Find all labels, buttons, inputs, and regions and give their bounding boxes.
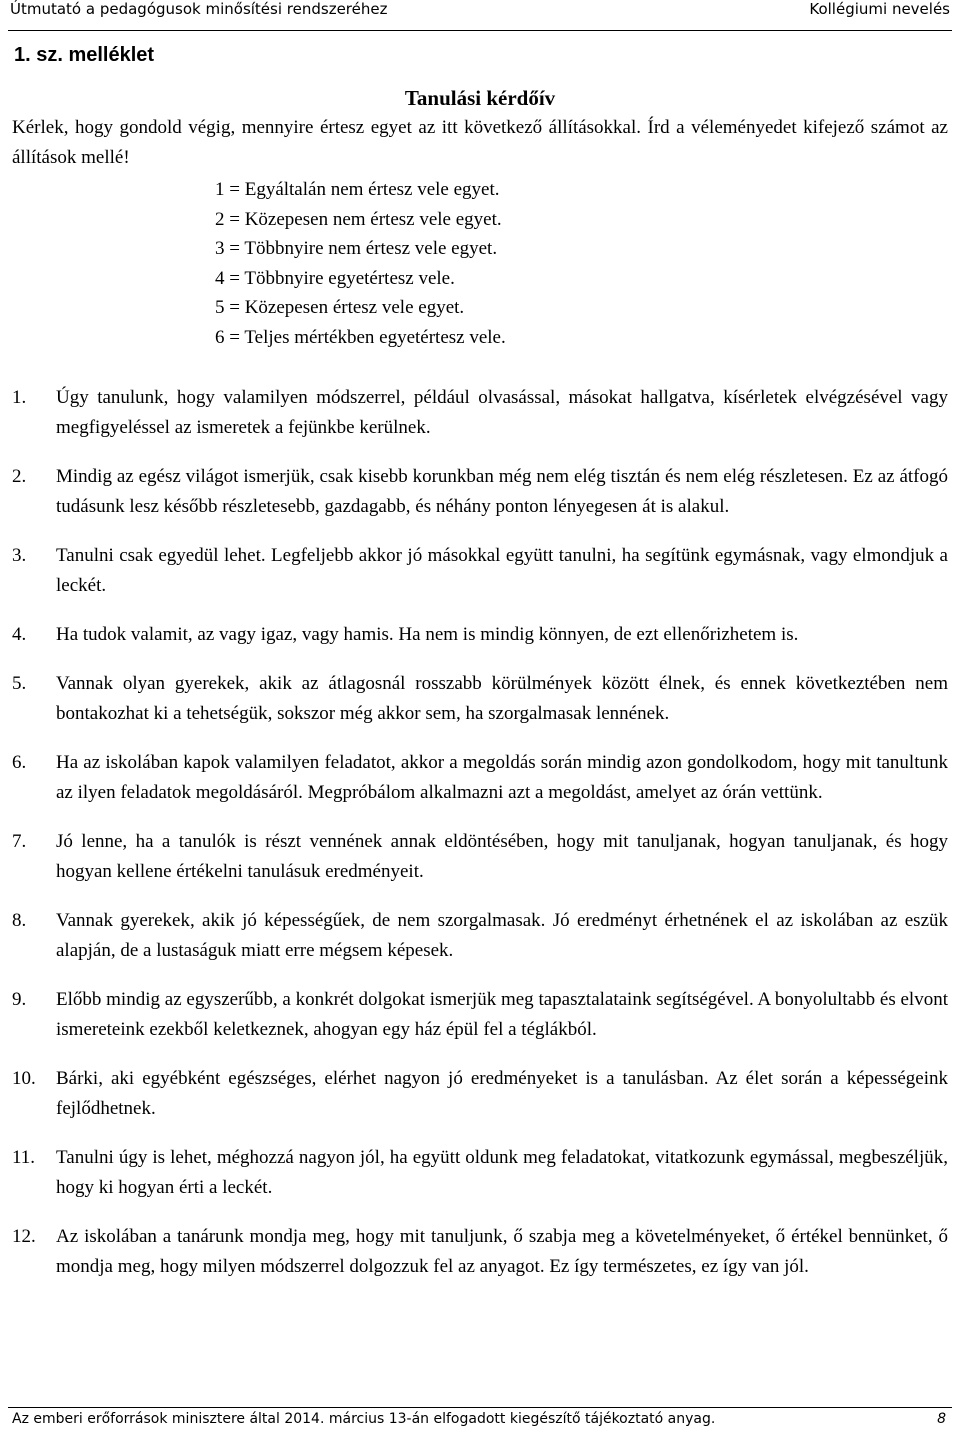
statement-item [12,1064,948,1124]
statement-number: 6. [12,752,27,773]
page-header [8,0,952,31]
statement-item [12,1143,948,1203]
scale-item: 5 = Közepesen értesz vele egyet. [215,297,465,319]
rating-scale [215,175,506,353]
statement-number: 8. [12,910,27,931]
statement-number: 4. [12,624,27,645]
scale-item: 1 = Egyáltalán nem értesz vele egyet. [215,179,500,200]
footer-note: Az emberi erőforrások minisztere által 2014. március 13-án elfogadott kiegészítő tájékoztató anyag. [12,1411,716,1427]
statement-text: Tanulni csak egyedül lehet. Legfeljebb akkor jó másokkal együtt tanulni, ha segítünk egymásnak, vagy elmondjuk a leckét. [56,545,948,596]
statement-text: Tanulni úgy is lehet, méghozzá nagyon jól, ha együtt oldunk meg feladatokat, vitatkozunk egymással, megbeszéljük, hogy ki hogyan érti a leckét. [56,1147,948,1198]
page-number: 8 [937,1411,946,1427]
statement-text: Bárki, aki egyébként egészséges, elérhet nagyon jó eredményeket is a tanulásban. Az élet során a képességeink fejlődhetnek. [56,1068,948,1119]
statement-item [12,748,948,808]
statement-item [12,541,948,601]
statement-number: 11. [12,1147,36,1168]
statement-item [12,1222,948,1282]
statement-number: 9. [12,989,27,1010]
scale-item: 6 = Teljes mértékben egyetértesz vele. [215,326,506,348]
statement-text: Mindig az egész világot ismerjük, csak kisebb korunkban még nem elég tisztán és nem elég részletesen. Ez az átfogó tudásunk lesz később részletesebb, gazdagabb, és néhány ponton lényegesen át is alakul. [56,466,948,517]
questionnaire-title: Tanulási kérdőív [404,86,556,110]
statement-text: Vannak olyan gyerekek, akik az átlagosnál rosszabb körülmények között élnek, és ennek következtében nem bontakozhat ki a tehetségük, sokszor még akkor sem, ha szorgalmasak lennének. [56,673,948,724]
statement-number: 5. [12,673,27,694]
statement-number: 7. [12,831,27,852]
statement-text: Ha az iskolában kapok valamilyen feladatot, akkor a megoldás során mindig azon gondolkodom, hogy mit tanultunk az ilyen feladatok megoldásáról. Megpróbálom alkalmazni azt a megoldást, amelyet az órán vettünk. [56,752,948,803]
statement-item [12,383,948,443]
statement-number: 1. [12,387,27,408]
statement-number: 10. [12,1068,36,1089]
statement-item [12,620,948,650]
statement-item [12,985,948,1045]
scale-item: 3 = Többnyire nem értesz vele egyet. [215,238,498,260]
statement-text: Az iskolában a tanárunk mondja meg, hogy mit tanuljunk, ő szabja meg a követelményeket, ő értékel bennünket, ő mondja meg, hogy milyen módszerrel dolgozzuk fel az anyagot. Ez így természetes, ez így van jól. [56,1226,948,1277]
statement-text: Előbb mindig az egyszerűbb, a konkrét dolgokat ismerjük meg tapasztalataink segítségével. A bonyolultabb és elvont ismereteink ezekből keletkeznek, ahogyan egy ház épül fel a téglákból. [56,989,948,1040]
scale-item: 2 = Közepesen nem értesz vele egyet. [215,208,502,230]
scale-item: 4 = Többnyire egyetértesz vele. [215,267,455,289]
statement-number: 3. [12,545,27,566]
statement-text: Vannak gyerekek, akik jó képességűek, de nem szorgalmasak. Jó eredményt érhetnének el az iskolában az eszük alapján, de a lustaságuk miatt erre mégsem képesek. [56,910,948,961]
statement-item [12,462,948,522]
statement-number: 12. [12,1226,36,1247]
statement-item [12,906,948,966]
header-section: Kollégiumi nevelés [809,0,950,18]
statement-item [12,669,948,729]
page-footer [8,1407,952,1432]
header-title: Útmutató a pedagógusok minősítési rendszeréhez [10,0,388,18]
statement-item [12,827,948,887]
statement-text: Úgy tanulunk, hogy valamilyen módszerrel, például olvasással, másokat hallgatva, kísérletek elvégzésével vagy megfigyeléssel az ismeretek a fejünkbe kerülnek. [56,387,948,438]
annex-label: 1. sz. melléklet [14,44,155,66]
statement-number: 2. [12,466,27,487]
intro-paragraph: Kérlek, hogy gondold végig, mennyire értesz egyet az itt következő állításokkal. Írd a véleményedet kifejező számot az állítások mellé! [12,117,948,168]
statement-list [12,383,948,1301]
statement-text: Jó lenne, ha a tanulók is részt vennének annak eldöntésében, hogy mit tanuljanak, hogyan tanuljanak, és hogy hogyan kellene értékelni tanulásuk eredményeit. [56,831,948,882]
statement-text: Ha tudok valamit, az vagy igaz, vagy hamis. Ha nem is mindig könnyen, de ezt ellenőrizhetem is. [56,624,799,645]
